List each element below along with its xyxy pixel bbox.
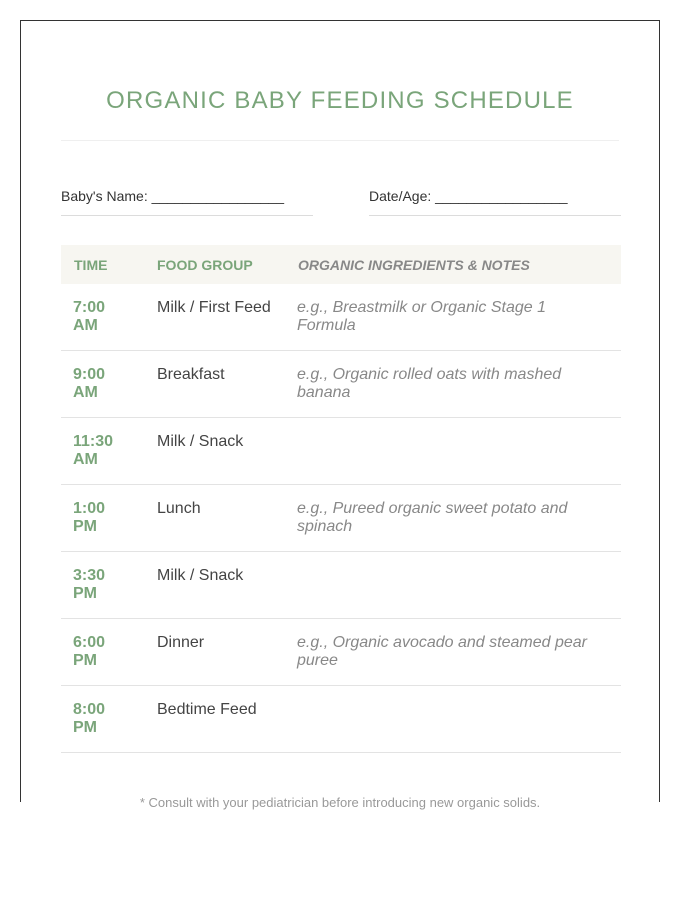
baby-name-field[interactable] [61,188,313,216]
title-divider [61,140,619,141]
row-time: 7:00 AM [73,299,106,334]
baby-name-blank[interactable]: _________________ [151,188,284,204]
header-time: TIME [74,257,108,273]
table-header [61,245,621,284]
row-notes[interactable]: e.g., Pureed organic sweet potato and spinach [297,500,568,535]
row-time: 9:00 AM [73,366,106,401]
row-time: 8:00 PM [73,701,106,736]
table-row [61,485,621,552]
baby-name-label: Baby's Name: [61,188,148,204]
row-food-group: Bedtime Feed [157,701,257,718]
row-notes[interactable]: e.g., Organic avocado and steamed pear puree [297,634,587,669]
table-row [61,619,621,686]
row-time: 1:00 PM [73,500,106,535]
table-row [61,284,621,351]
feeding-table [61,245,621,753]
row-time: 11:30 AM [73,433,114,468]
date-age-label: Date/Age: [369,188,432,204]
row-notes[interactable]: e.g., Breastmilk or Organic Stage 1 Formula [297,299,546,334]
row-food-group: Lunch [157,500,201,517]
header-food-group: FOOD GROUP [157,257,253,273]
table-row [61,351,621,418]
table-row [61,686,621,753]
page-title: ORGANIC BABY FEEDING SCHEDULE [106,87,574,114]
row-time: 6:00 PM [73,634,106,669]
footnote: * Consult with your pediatrician before introducing new organic solids. [139,795,541,810]
header-notes: ORGANIC INGREDIENTS & NOTES [298,257,530,273]
row-food-group: Milk / Snack [157,567,244,584]
row-food-group: Milk / First Feed [157,299,271,316]
date-age-blank[interactable]: _________________ [435,188,568,204]
date-age-field[interactable] [369,188,621,216]
table-row [61,418,621,485]
table-row [61,552,621,619]
row-food-group: Breakfast [157,366,225,383]
row-notes[interactable]: e.g., Organic rolled oats with mashed banana [297,366,562,401]
schedule-sheet [20,20,660,810]
row-time: 3:30 PM [73,567,106,602]
row-food-group: Milk / Snack [157,433,244,450]
row-food-group: Dinner [157,634,205,651]
